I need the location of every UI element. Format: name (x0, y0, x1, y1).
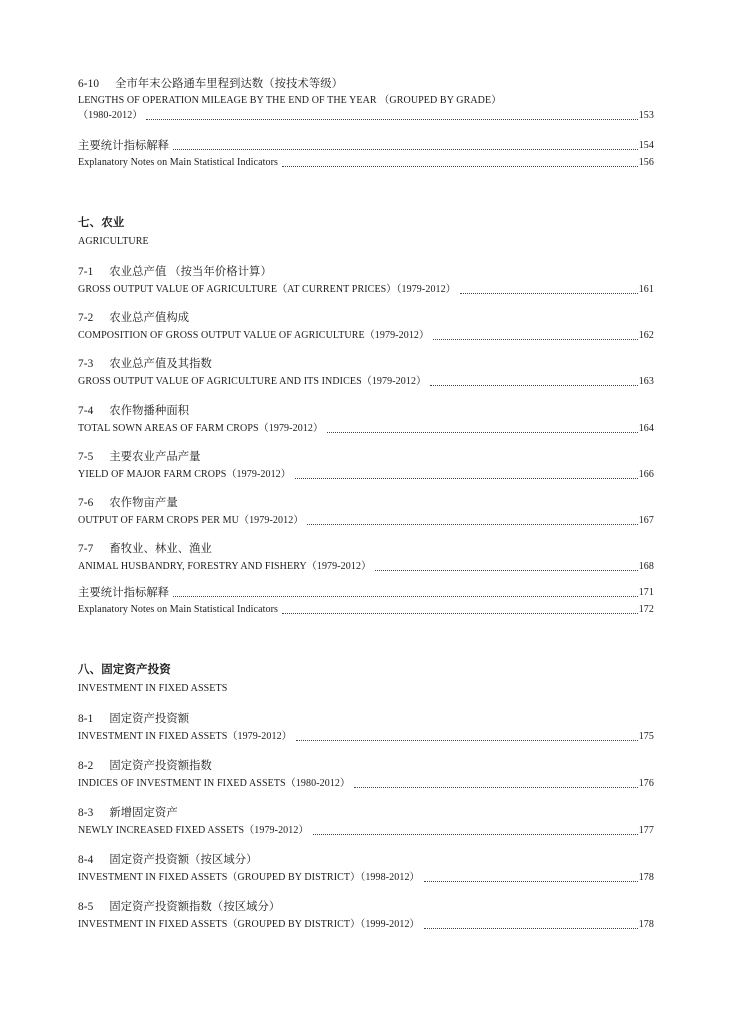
entry-title-en: INVESTMENT IN FIXED ASSETS（1979-2012） (78, 731, 292, 742)
page-number: 171 (638, 587, 654, 598)
dot-leader (173, 149, 638, 150)
toc-entry-notes-en[interactable] (78, 156, 654, 170)
page-number: 163 (638, 376, 654, 388)
entry-title-en: OUTPUT OF FARM CROPS PER MU（1979-2012） (78, 515, 304, 526)
section-title-en: AGRICULTURE (78, 236, 149, 247)
section-title-cn: 七、农业 (78, 215, 125, 229)
toc-entry-7-7-cn (78, 542, 654, 556)
entry-number: 8-2 (78, 760, 94, 772)
entry-title-en: COMPOSITION OF GROSS OUTPUT VALUE OF AGRICULTURE（1979-2012） (78, 330, 430, 342)
page-number: 178 (638, 919, 654, 930)
toc-entry-7-2-en[interactable] (78, 329, 654, 343)
entry-number: 8-5 (78, 901, 94, 913)
notes-title-cn: 主要统计指标解释 (78, 587, 170, 599)
dot-leader (460, 293, 638, 294)
toc-entry-7-6-cn (78, 496, 654, 510)
toc-page (78, 0, 654, 1024)
notes-title-en: Explanatory Notes on Main Statistical Indicators (78, 157, 279, 168)
toc-entry-8-2-cn (78, 759, 654, 773)
dot-leader (424, 881, 638, 882)
entry-number: 8-4 (78, 854, 94, 866)
toc-entry-8-5-en[interactable] (78, 918, 654, 932)
dot-leader (173, 596, 638, 597)
entry-title-cn: 主要农业产品产量 (109, 450, 201, 463)
notes-title-cn: 主要统计指标解释 (78, 140, 170, 152)
toc-entry-7-5-en[interactable] (78, 468, 654, 482)
entry-title-en: GROSS OUTPUT VALUE OF AGRICULTURE AND ITS INDICES（1979-2012） (78, 376, 427, 388)
entry-title-cn: 农作物亩产量 (109, 497, 178, 509)
toc-entry-7-1-en[interactable] (78, 283, 654, 297)
page-number: 154 (638, 140, 654, 151)
entry-title-cn: 畜牧业、林业、渔业 (109, 543, 212, 556)
dot-leader (282, 166, 638, 167)
page-number: 166 (638, 468, 654, 480)
toc-entry-notes-en[interactable] (78, 603, 654, 617)
toc-entry-8-4-en[interactable] (78, 871, 654, 885)
entry-title-cn: 农作物播种面积 (109, 404, 190, 417)
page-number: 168 (638, 561, 654, 573)
toc-entry-6-10-cn (78, 77, 654, 91)
dot-leader (296, 740, 638, 741)
toc-entry-7-7-en[interactable] (78, 560, 654, 574)
entry-number: 7-4 (78, 404, 94, 417)
entry-title-cn: 固定资产投资额（按区域分） (109, 854, 258, 866)
toc-entry-notes-cn[interactable] (78, 139, 654, 153)
toc-entry-7-6-en[interactable] (78, 514, 654, 528)
dot-leader (375, 570, 638, 571)
dot-leader (295, 478, 638, 479)
entry-title-cn: 全市年末公路通车里程到达数（按技术等级） (115, 78, 344, 90)
toc-entry-8-4-cn (78, 853, 654, 867)
entry-number: 7-7 (78, 543, 94, 556)
page-number: 153 (638, 110, 654, 121)
entry-number: 8-1 (78, 713, 94, 725)
entry-title-cn: 固定资产投资额指数（按区域分） (109, 901, 281, 913)
page-number: 176 (638, 778, 654, 789)
dot-leader (146, 119, 637, 120)
dot-leader (327, 432, 638, 433)
section-title-cn: 八、固定资产投资 (78, 662, 171, 676)
toc-entry-7-3-en[interactable] (78, 375, 654, 389)
entry-years: （1980-2012） (78, 110, 143, 121)
toc-entry-8-2-en[interactable] (78, 777, 654, 791)
toc-entry-8-3-en[interactable] (78, 824, 654, 838)
notes-title-en: Explanatory Notes on Main Statistical Indicators (78, 604, 279, 615)
toc-entry-7-4-cn (78, 404, 654, 418)
toc-entry-8-3-cn (78, 806, 654, 820)
page-number: 167 (638, 515, 654, 526)
toc-entry-notes-cn[interactable] (78, 586, 654, 600)
entry-title-cn: 农业总产值及其指数 (109, 358, 212, 371)
entry-number: 7-5 (78, 450, 94, 463)
entry-number: 7-2 (78, 312, 94, 325)
toc-entry-8-1-en[interactable] (78, 730, 654, 744)
dot-leader (430, 385, 638, 386)
toc-entry-8-1-cn (78, 712, 654, 726)
entry-title-en: YIELD OF MAJOR FARM CROPS（1979-2012） (78, 468, 291, 480)
dot-leader (313, 834, 638, 835)
page-number: 156 (638, 157, 654, 168)
toc-entry-7-2-cn (78, 311, 654, 325)
toc-entry-8-5-cn (78, 900, 654, 914)
entry-title-en: INVESTMENT IN FIXED ASSETS（GROUPED BY DISTRICT）（1999-2012） (78, 919, 420, 930)
entry-title-en: GROSS OUTPUT VALUE OF AGRICULTURE（AT CURRENT PRICES）（1979-2012） (78, 284, 456, 295)
dot-leader (424, 928, 638, 929)
page-number: 161 (638, 284, 654, 295)
entry-title-cn: 固定资产投资额 (109, 713, 190, 725)
entry-number: 7-1 (78, 266, 94, 278)
entry-title-en: INDICES OF INVESTMENT IN FIXED ASSETS（1980-2012） (78, 778, 351, 789)
entry-number: 6-10 (78, 78, 100, 90)
section-title-en: INVESTMENT IN FIXED ASSETS (78, 683, 228, 694)
entry-title-en: ANIMAL HUSBANDRY, FORESTRY AND FISHERY（1979-2012） (78, 561, 372, 573)
toc-entry-7-3-cn (78, 357, 654, 371)
toc-entry-7-4-en[interactable] (78, 422, 654, 436)
entry-title-cn: 固定资产投资额指数 (109, 760, 212, 772)
entry-number: 8-3 (78, 807, 94, 819)
dot-leader (282, 613, 638, 614)
entry-title-en: NEWLY INCREASED FIXED ASSETS（1979-2012） (78, 825, 309, 836)
entry-title-cn: 农业总产值 （按当年价格计算） (109, 266, 272, 278)
entry-number: 7-6 (78, 497, 94, 509)
entry-title-en: LENGTHS OF OPERATION MILEAGE BY THE END OF THE YEAR （GROUPED BY GRADE） (78, 95, 502, 106)
dot-leader (433, 339, 638, 340)
toc-entry-6-10-years[interactable] (78, 109, 654, 123)
page-number: 178 (638, 872, 654, 883)
page-number: 175 (638, 731, 654, 742)
toc-entry-7-1-cn (78, 265, 654, 279)
entry-title-cn: 农业总产值构成 (109, 312, 190, 325)
page-number: 164 (638, 422, 654, 434)
page-number: 162 (638, 330, 654, 342)
entry-title-en: TOTAL SOWN AREAS OF FARM CROPS（1979-2012） (78, 422, 324, 434)
page-number: 172 (638, 604, 654, 615)
entry-number: 7-3 (78, 358, 94, 371)
dot-leader (354, 787, 638, 788)
entry-title-en: INVESTMENT IN FIXED ASSETS（GROUPED BY DISTRICT）（1998-2012） (78, 872, 420, 883)
entry-title-cn: 新增固定资产 (109, 807, 178, 819)
page-number: 177 (638, 825, 654, 836)
dot-leader (307, 524, 637, 525)
toc-entry-7-5-cn (78, 450, 654, 464)
